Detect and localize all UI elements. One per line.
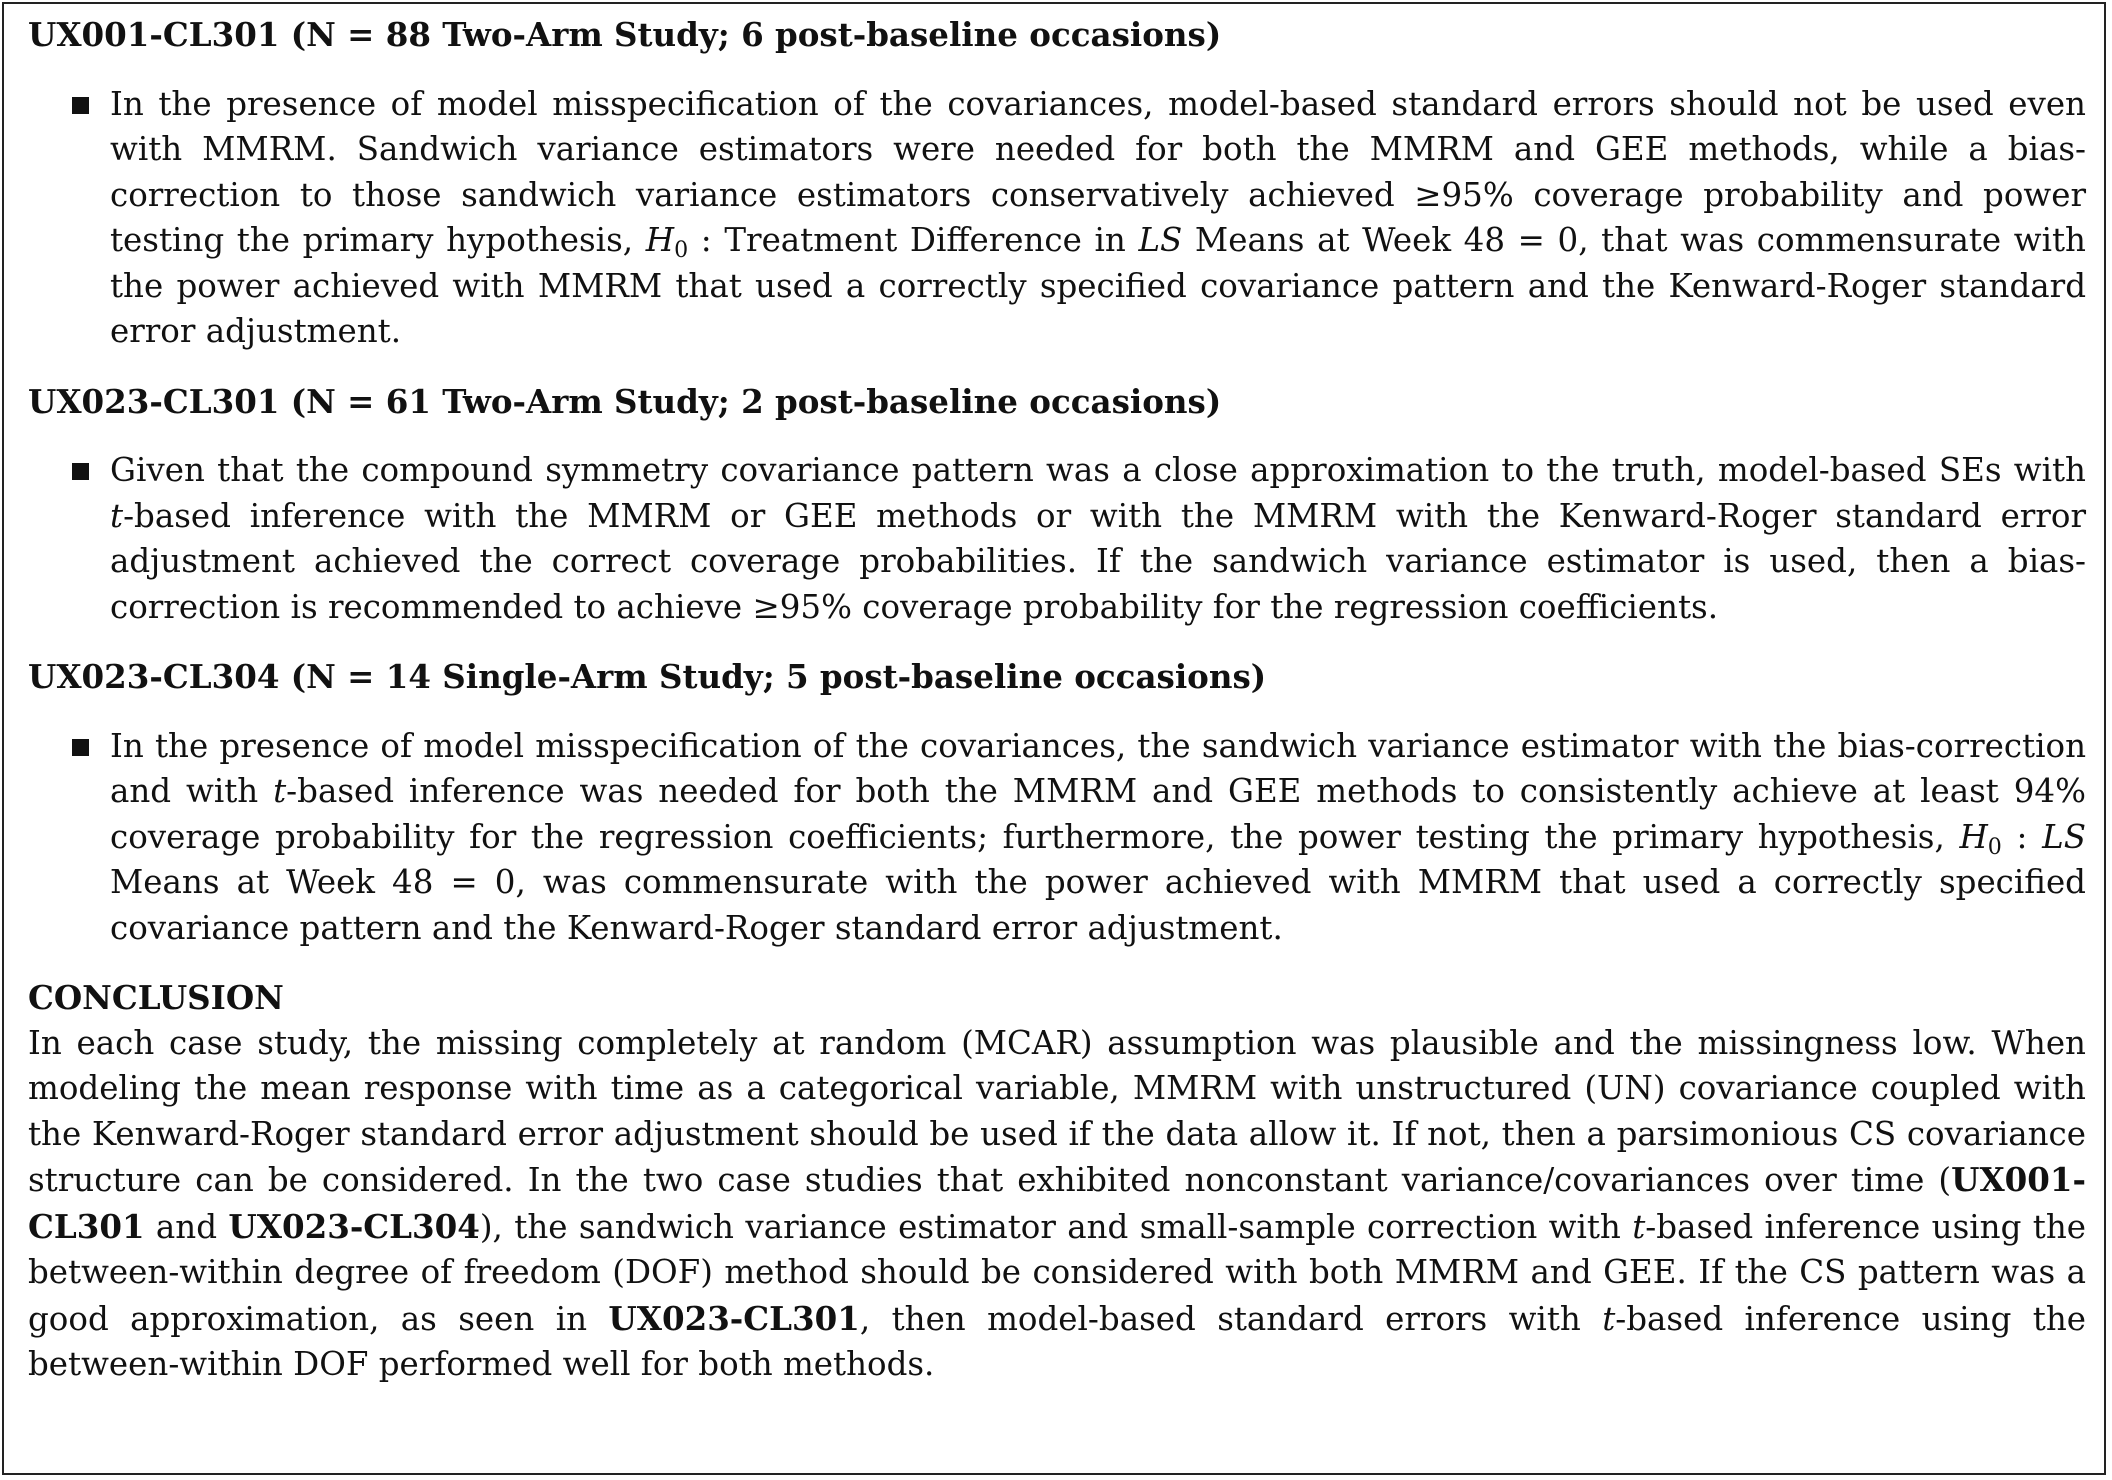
study-name-bold: UX001-CL301 bbox=[28, 1160, 2086, 1246]
hypothesis-symbol: H bbox=[1959, 817, 1988, 856]
bullet-item bbox=[28, 724, 2086, 952]
bullet-text: : Treatment Difference in bbox=[688, 221, 1139, 259]
bullet-square-icon bbox=[72, 739, 89, 756]
bullet-text: Given that the compound symmetry covariance pattern was a close approximation to the truth, model-based SEs with bbox=[110, 451, 2086, 489]
bullet-item bbox=[28, 82, 2086, 355]
bullet-text: Means at Week 48 = 0, that was commensurate with the power achieved with MMRM that used a correctly specified covariance pattern and the Kenward-Roger standard error adjustment. bbox=[110, 221, 2086, 350]
bullet-list bbox=[28, 724, 2086, 952]
hypothesis-subscript: 0 bbox=[1987, 833, 2002, 860]
hypothesis-symbol: H bbox=[645, 221, 675, 259]
study-name-bold: UX023-CL301 bbox=[608, 1298, 860, 1338]
summary-document bbox=[28, 12, 2086, 1388]
t-symbol: t bbox=[1632, 1207, 1646, 1246]
conclusion-text: In each case study, the missing completely at random (MCAR) assumption was plausible and the missingness low. When modeling the mean response with time as a categorical variable, MMRM with unstructured (UN) covariance coupled with the Kenward-Roger standard error adjustment should be used if the data allow it. If not, then a parsimonious CS covariance structure can be considered. In the two case studies that exhibited nonconstant variance/covariances over time ( bbox=[28, 1023, 2086, 1199]
conclusion-heading: CONCLUSION bbox=[28, 978, 284, 1017]
hypothesis-subscript: 0 bbox=[674, 237, 689, 264]
bullet-text: In the presence of model misspecification of the covariances, the sandwich variance estimator with the bias-correction and with bbox=[110, 726, 2086, 810]
bullet-text: -based inference was needed for both the MMRM and GEE methods to consistently achieve at least 94% coverage probability for the regression coefficients; furthermore, the power testing the primary hypothesis, bbox=[110, 772, 2086, 856]
t-symbol: t bbox=[273, 772, 287, 810]
study-name-bold: UX023-CL304 bbox=[228, 1206, 480, 1246]
conclusion-text: -based inference using the between-within DOF performed well for both methods. bbox=[28, 1299, 2086, 1383]
bullet-list bbox=[28, 448, 2086, 630]
bullet-square-icon bbox=[72, 463, 89, 480]
t-symbol: t bbox=[1602, 1299, 1616, 1338]
bullet-item bbox=[28, 448, 2086, 630]
bullet-text: : bbox=[2001, 817, 2043, 856]
bullet-square-icon bbox=[72, 97, 89, 114]
bullet-text: -based inference with the MMRM or GEE methods or with the MMRM with the Kenward-Roger standard error adjustment achieved the correct coverage probabilities. If the sandwich variance estimator is used, then a bias-correction is recommended to achieve ≥95% coverage probability for the regression coefficients. bbox=[110, 496, 2086, 626]
section-heading-ux023-cl304: UX023-CL304 (N = 14 Single-Arm Study; 5 post-baseline occasions) bbox=[28, 657, 1267, 696]
section-heading-ux023-cl301: UX023-CL301 (N = 61 Two-Arm Study; 2 post-baseline occasions) bbox=[28, 381, 1222, 421]
ls-symbol: LS bbox=[1138, 221, 1183, 259]
t-symbol: t bbox=[110, 496, 124, 535]
conclusion-text: -based inference using the between-within degree of freedom (DOF) method should be considered with both MMRM and GEE. If the CS pattern was a good approximation, as seen in bbox=[28, 1207, 2086, 1338]
section-heading-ux001-cl301: UX001-CL301 (N = 88 Two-Arm Study; 6 post-baseline occasions) bbox=[28, 15, 1222, 54]
conclusion-text: and bbox=[144, 1207, 229, 1246]
ls-symbol: LS bbox=[2042, 817, 2086, 856]
bullet-text: Means at Week 48 = 0, was commensurate with the power achieved with MMRM that used a correctly specified covariance pattern and the Kenward-Roger standard error adjustment. bbox=[110, 863, 2086, 947]
bullet-list bbox=[28, 82, 2086, 355]
bullet-text: In the presence of model misspecification of the covariances, model-based standard errors should not be used even with MMRM. Sandwich variance estimators were needed for both the MMRM and GEE methods, while a bias-correction to those sandwich variance estimators conservatively achieved ≥95% coverage probability and power testing the primary hypothesis, bbox=[110, 84, 2086, 259]
conclusion-paragraph bbox=[28, 1021, 2086, 1388]
conclusion-text: ), the sandwich variance estimator and small-sample correction with bbox=[479, 1207, 1633, 1246]
conclusion-text: , then model-based standard errors with bbox=[859, 1299, 1603, 1338]
